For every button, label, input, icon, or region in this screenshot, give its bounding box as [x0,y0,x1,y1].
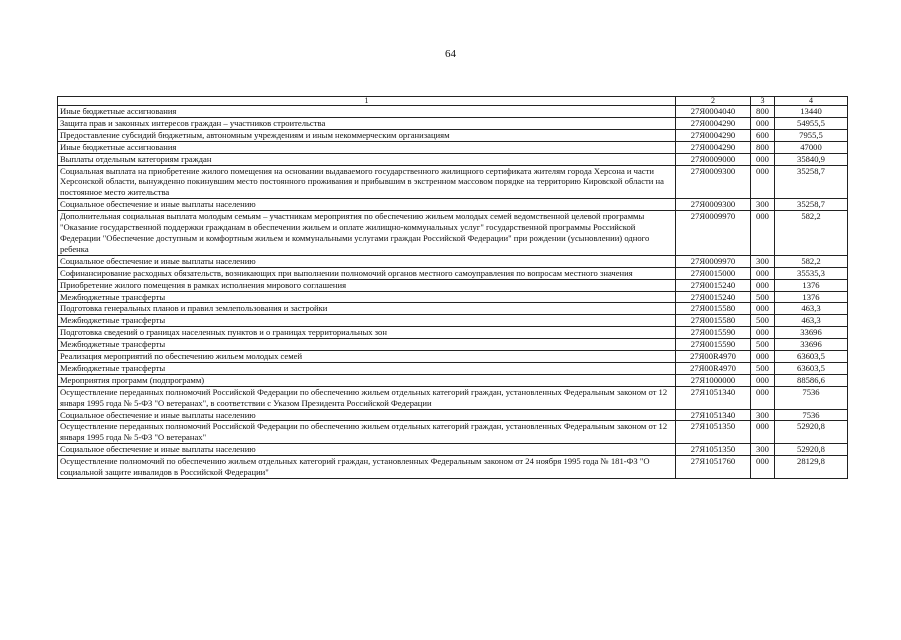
row-sum-cell: 52920,8 [775,444,848,456]
row-name-cell: Социальное обеспечение и иные выплаты населению [58,255,676,267]
row-code-cell: 27Я0015240 [676,279,751,291]
table-row [58,199,848,211]
row-name-cell: Осуществление переданных полномочий Российской Федерации по обеспечению жильем отдельных категорий граждан, установленных Федеральным законом от 12 января 1995 года № 5-ФЗ "О ветеранах" [58,421,676,444]
row-sum-cell: 7536 [775,409,848,421]
budget-table [57,96,848,479]
row-kind-cell: 000 [751,327,775,339]
row-sum-cell: 35258,7 [775,199,848,211]
row-kind-cell: 000 [751,456,775,479]
row-kind-cell: 000 [751,153,775,165]
row-code-cell: 27Я1000000 [676,374,751,386]
row-sum-cell: 582,2 [775,255,848,267]
row-kind-cell: 600 [751,129,775,141]
table-row [58,386,848,409]
row-kind-cell: 300 [751,255,775,267]
row-code-cell: 27Я0004290 [676,141,751,153]
row-name-cell: Осуществление переданных полномочий Российской Федерации по обеспечению жильем отдельных категорий граждан, установленных Федеральным законом от 12 января 1995 года № 5-ФЗ "О ветеранах", в соответствии с Указом Президента Российской Федерации [58,386,676,409]
row-code-cell: 27Я00R4970 [676,351,751,363]
table-row [58,129,848,141]
row-code-cell: 27Я0015590 [676,339,751,351]
row-name-cell: Межбюджетные трансферты [58,315,676,327]
row-kind-cell: 800 [751,141,775,153]
row-sum-cell: 63603,5 [775,362,848,374]
table-row [58,291,848,303]
table-row [58,315,848,327]
row-code-cell: 27Я0004290 [676,129,751,141]
row-name-cell: Мероприятия программ (подпрограмм) [58,374,676,386]
row-sum-cell: 35258,7 [775,165,848,199]
row-code-cell: 27Я0015580 [676,303,751,315]
row-name-cell: Социальная выплата на приобретение жилого помещения на основании выдаваемого государственного жилищного сертификата жителям города Херсона и части Херсонской области, вынужденно покинувшим место постоянного проживания и прибывшим в экстренном массовом порядке на территорию Кировской области на постоянное место жительства [58,165,676,199]
row-sum-cell: 63603,5 [775,351,848,363]
table-row [58,444,848,456]
row-kind-cell: 500 [751,362,775,374]
table-row [58,153,848,165]
table-row [58,456,848,479]
row-sum-cell: 463,3 [775,315,848,327]
row-kind-cell: 000 [751,117,775,129]
row-kind-cell: 800 [751,106,775,118]
row-name-cell: Иные бюджетные ассигнования [58,141,676,153]
row-kind-cell: 300 [751,444,775,456]
row-sum-cell: 582,2 [775,211,848,256]
table-row [58,421,848,444]
row-sum-cell: 33696 [775,327,848,339]
row-name-cell: Социальное обеспечение и иные выплаты населению [58,199,676,211]
table-row [58,165,848,199]
row-kind-cell: 000 [751,267,775,279]
row-name-cell: Осуществление полномочий по обеспечению жильем отдельных категорий граждан, установленных Федеральным законом от 24 ноября 1995 года № 181-ФЗ "О социальной защите инвалидов в Российской Федерации" [58,456,676,479]
row-code-cell: 27Я0015590 [676,327,751,339]
row-code-cell: 27Я1051350 [676,444,751,456]
row-code-cell: 27Я1051760 [676,456,751,479]
row-kind-cell: 000 [751,279,775,291]
row-sum-cell: 7536 [775,386,848,409]
row-kind-cell: 000 [751,374,775,386]
row-sum-cell: 88586,6 [775,374,848,386]
table-row [58,279,848,291]
row-kind-cell: 300 [751,199,775,211]
row-name-cell: Дополнительная социальная выплата молодым семьям – участникам мероприятия по обеспечению жильем молодых семей ведомственной целевой программы "Оказание государственной поддержки гражданам в обеспечении жильем и оплате жилищно-коммунальных услуг" государственной программы Российской Федерации "Обеспечение доступным и комфортным жильем и коммунальными услугами граждан Российской Федерации" при рождении (усыновлении) одного ребенка [58,211,676,256]
row-sum-cell: 35535,3 [775,267,848,279]
row-kind-cell: 500 [751,315,775,327]
row-sum-cell: 52920,8 [775,421,848,444]
row-sum-cell: 33696 [775,339,848,351]
row-code-cell: 27Я0009970 [676,211,751,256]
row-code-cell: 27Я0015240 [676,291,751,303]
row-code-cell: 27Я0004290 [676,117,751,129]
header-cell-name: 1 [58,97,676,106]
table-row [58,267,848,279]
row-sum-cell: 13440 [775,106,848,118]
row-name-cell: Подготовка сведений о границах населенных пунктов и о границах территориальных зон [58,327,676,339]
header-cell-kind: 3 [751,97,775,106]
table-row [58,117,848,129]
table-row [58,339,848,351]
table-row [58,327,848,339]
row-sum-cell: 54955,5 [775,117,848,129]
row-kind-cell: 000 [751,421,775,444]
table-row [58,362,848,374]
row-kind-cell: 500 [751,291,775,303]
row-name-cell: Социальное обеспечение и иные выплаты населению [58,409,676,421]
row-name-cell: Предоставление субсидий бюджетным, автономным учреждениям и иным некоммерческим организациям [58,129,676,141]
table-row [58,255,848,267]
row-kind-cell: 000 [751,211,775,256]
row-code-cell: 27Я0009300 [676,199,751,211]
table-header-row [58,97,848,106]
table-row [58,141,848,153]
table-row [58,303,848,315]
row-name-cell: Межбюджетные трансферты [58,362,676,374]
row-code-cell: 27Я1051340 [676,386,751,409]
table-row [58,409,848,421]
header-cell-code: 2 [676,97,751,106]
row-name-cell: Межбюджетные трансферты [58,339,676,351]
row-kind-cell: 000 [751,351,775,363]
row-code-cell: 27Я00R4970 [676,362,751,374]
row-sum-cell: 35840,9 [775,153,848,165]
row-kind-cell: 300 [751,409,775,421]
row-name-cell: Приобретение жилого помещения в рамках исполнения мирового соглашения [58,279,676,291]
row-code-cell: 27Я1051350 [676,421,751,444]
table-row [58,106,848,118]
row-code-cell: 27Я0015000 [676,267,751,279]
row-name-cell: Защита прав и законных интересов граждан – участников строительства [58,117,676,129]
row-sum-cell: 7955,5 [775,129,848,141]
page-number: 64 [445,48,456,60]
row-name-cell: Подготовка генеральных планов и правил землепользования и застройки [58,303,676,315]
row-sum-cell: 1376 [775,291,848,303]
row-name-cell: Иные бюджетные ассигнования [58,106,676,118]
row-kind-cell: 000 [751,165,775,199]
row-code-cell: 27Я1051340 [676,409,751,421]
row-name-cell: Межбюджетные трансферты [58,291,676,303]
table-row [58,374,848,386]
row-name-cell: Софинансирование расходных обязательств, возникающих при выполнении полномочий органов местного самоуправления по вопросам местного значения [58,267,676,279]
row-code-cell: 27Я0009970 [676,255,751,267]
row-code-cell: 27Я0004040 [676,106,751,118]
row-code-cell: 27Я0015580 [676,315,751,327]
row-code-cell: 27Я0009300 [676,165,751,199]
table-row [58,351,848,363]
header-cell-sum: 4 [775,97,848,106]
table-body [58,97,848,479]
row-kind-cell: 500 [751,339,775,351]
row-sum-cell: 463,3 [775,303,848,315]
row-name-cell: Реализация мероприятий по обеспечению жильем молодых семей [58,351,676,363]
table-row [58,211,848,256]
row-code-cell: 27Я0009000 [676,153,751,165]
row-kind-cell: 000 [751,303,775,315]
row-sum-cell: 1376 [775,279,848,291]
row-name-cell: Выплаты отдельным категориям граждан [58,153,676,165]
row-sum-cell: 47000 [775,141,848,153]
row-sum-cell: 28129,8 [775,456,848,479]
row-name-cell: Социальное обеспечение и иные выплаты населению [58,444,676,456]
row-kind-cell: 000 [751,386,775,409]
